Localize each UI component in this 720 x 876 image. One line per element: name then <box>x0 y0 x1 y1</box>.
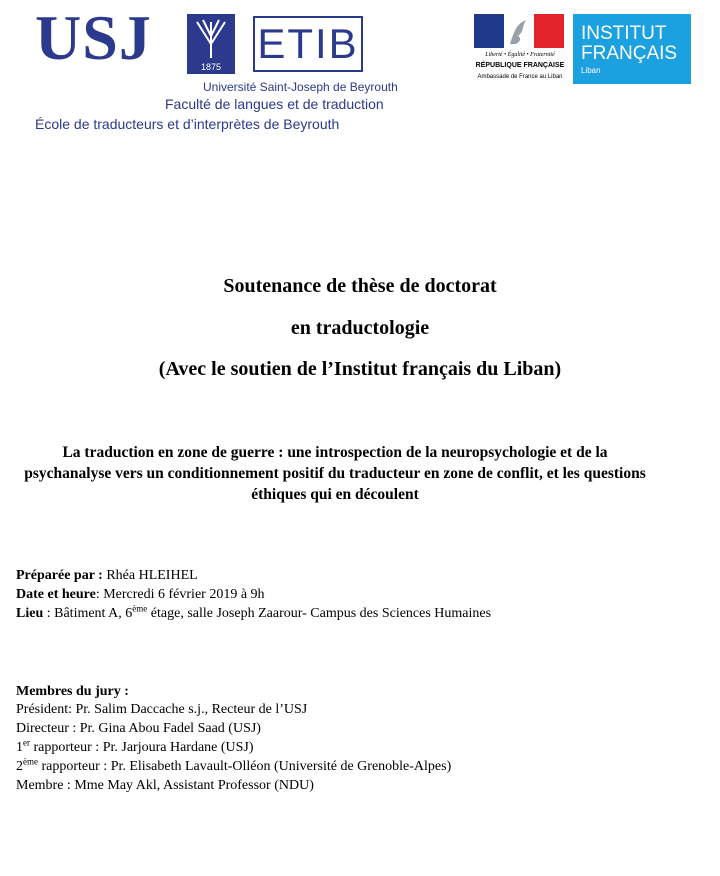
thesis-title: La traduction en zone de guerre : une introspection de la neuropsychologie et de la psychanalyse vers un conditionnement positif du traducteur en zone de conflit, et les questions éthiques qui en découlent <box>24 444 646 503</box>
etib-logo: ETIB <box>253 16 363 72</box>
rap2-num: 2 <box>16 759 23 774</box>
usj-emblem-icon <box>187 14 235 74</box>
title-line-1: Soutenance de thèse de doctorat <box>223 275 497 297</box>
rap1-num: 1 <box>16 740 23 755</box>
if-line-2: FRANÇAIS <box>581 43 678 64</box>
place-value-2: étage, salle Joseph Zaarour- Campus des Sciences Humaines <box>147 606 492 621</box>
jury-rapporteur-2 <box>16 757 451 776</box>
prepared-value: Rhéa HLEIHEL <box>106 568 198 583</box>
usj-university-name: Université Saint-Joseph de Beyrouth <box>203 80 398 94</box>
usj-faculty-name: Faculté de langues et de traduction <box>165 96 384 112</box>
rf-embassy: Ambassade de France au Liban <box>477 74 563 80</box>
jury-heading <box>16 682 129 701</box>
prepared-label: Préparée par : <box>16 568 103 583</box>
prepared-by <box>16 566 198 585</box>
republique-francaise-logo <box>474 14 566 94</box>
rap2-sup: ème <box>23 756 38 767</box>
rap2-text: rapporteur : Pr. Elisabeth Lavault-Olléon (Université de Grenoble-Alpes) <box>38 759 452 774</box>
institut-francais-logo <box>573 14 691 84</box>
title-line-2: en traductologie <box>290 317 430 339</box>
date-label: Date et heure <box>16 587 96 602</box>
jury-director: Directeur : Pr. Gina Abou Fadel Saad (USJ) <box>16 721 261 736</box>
jury-rapporteur-1 <box>16 738 254 757</box>
place-value-1: : Bâtiment A, 6 <box>46 606 133 621</box>
jury-president: Président: Pr. Salim Daccache s.j., Recteur de l’USJ <box>16 702 308 717</box>
place-sup: ème <box>132 603 148 614</box>
usj-wordmark: USJ <box>35 2 152 73</box>
title-line-3: (Avec le soutien de l’Institut français du Liban) <box>158 358 562 380</box>
date-value: : Mercredi 6 février 2019 à 9h <box>95 587 265 602</box>
rap1-sup: er <box>23 737 30 748</box>
jury-member: Membre : Mme May Akl, Assistant Professor (NDU) <box>16 778 314 793</box>
header-logos <box>0 0 720 140</box>
usj-school-name: École de traducteurs et d’interprètes de Beyrouth <box>35 116 340 132</box>
usj-tree-icon <box>187 14 235 62</box>
place <box>16 604 491 623</box>
if-line-1: INSTITUT <box>581 23 667 44</box>
rf-name: RÉPUBLIQUE FRANÇAISE <box>475 62 565 69</box>
usj-year: 1875 <box>200 62 222 72</box>
marianne-icon <box>504 16 534 46</box>
if-line-3: Liban <box>581 66 601 75</box>
place-label: Lieu <box>16 606 44 621</box>
rap1-text: rapporteur : Pr. Jarjoura Hardane (USJ) <box>30 740 254 755</box>
usj-logo <box>35 2 398 132</box>
date-time <box>16 585 265 604</box>
jury-heading-text: Membres du jury : <box>16 684 129 699</box>
rf-motto: Liberté • Égalité • Fraternité <box>485 52 555 58</box>
